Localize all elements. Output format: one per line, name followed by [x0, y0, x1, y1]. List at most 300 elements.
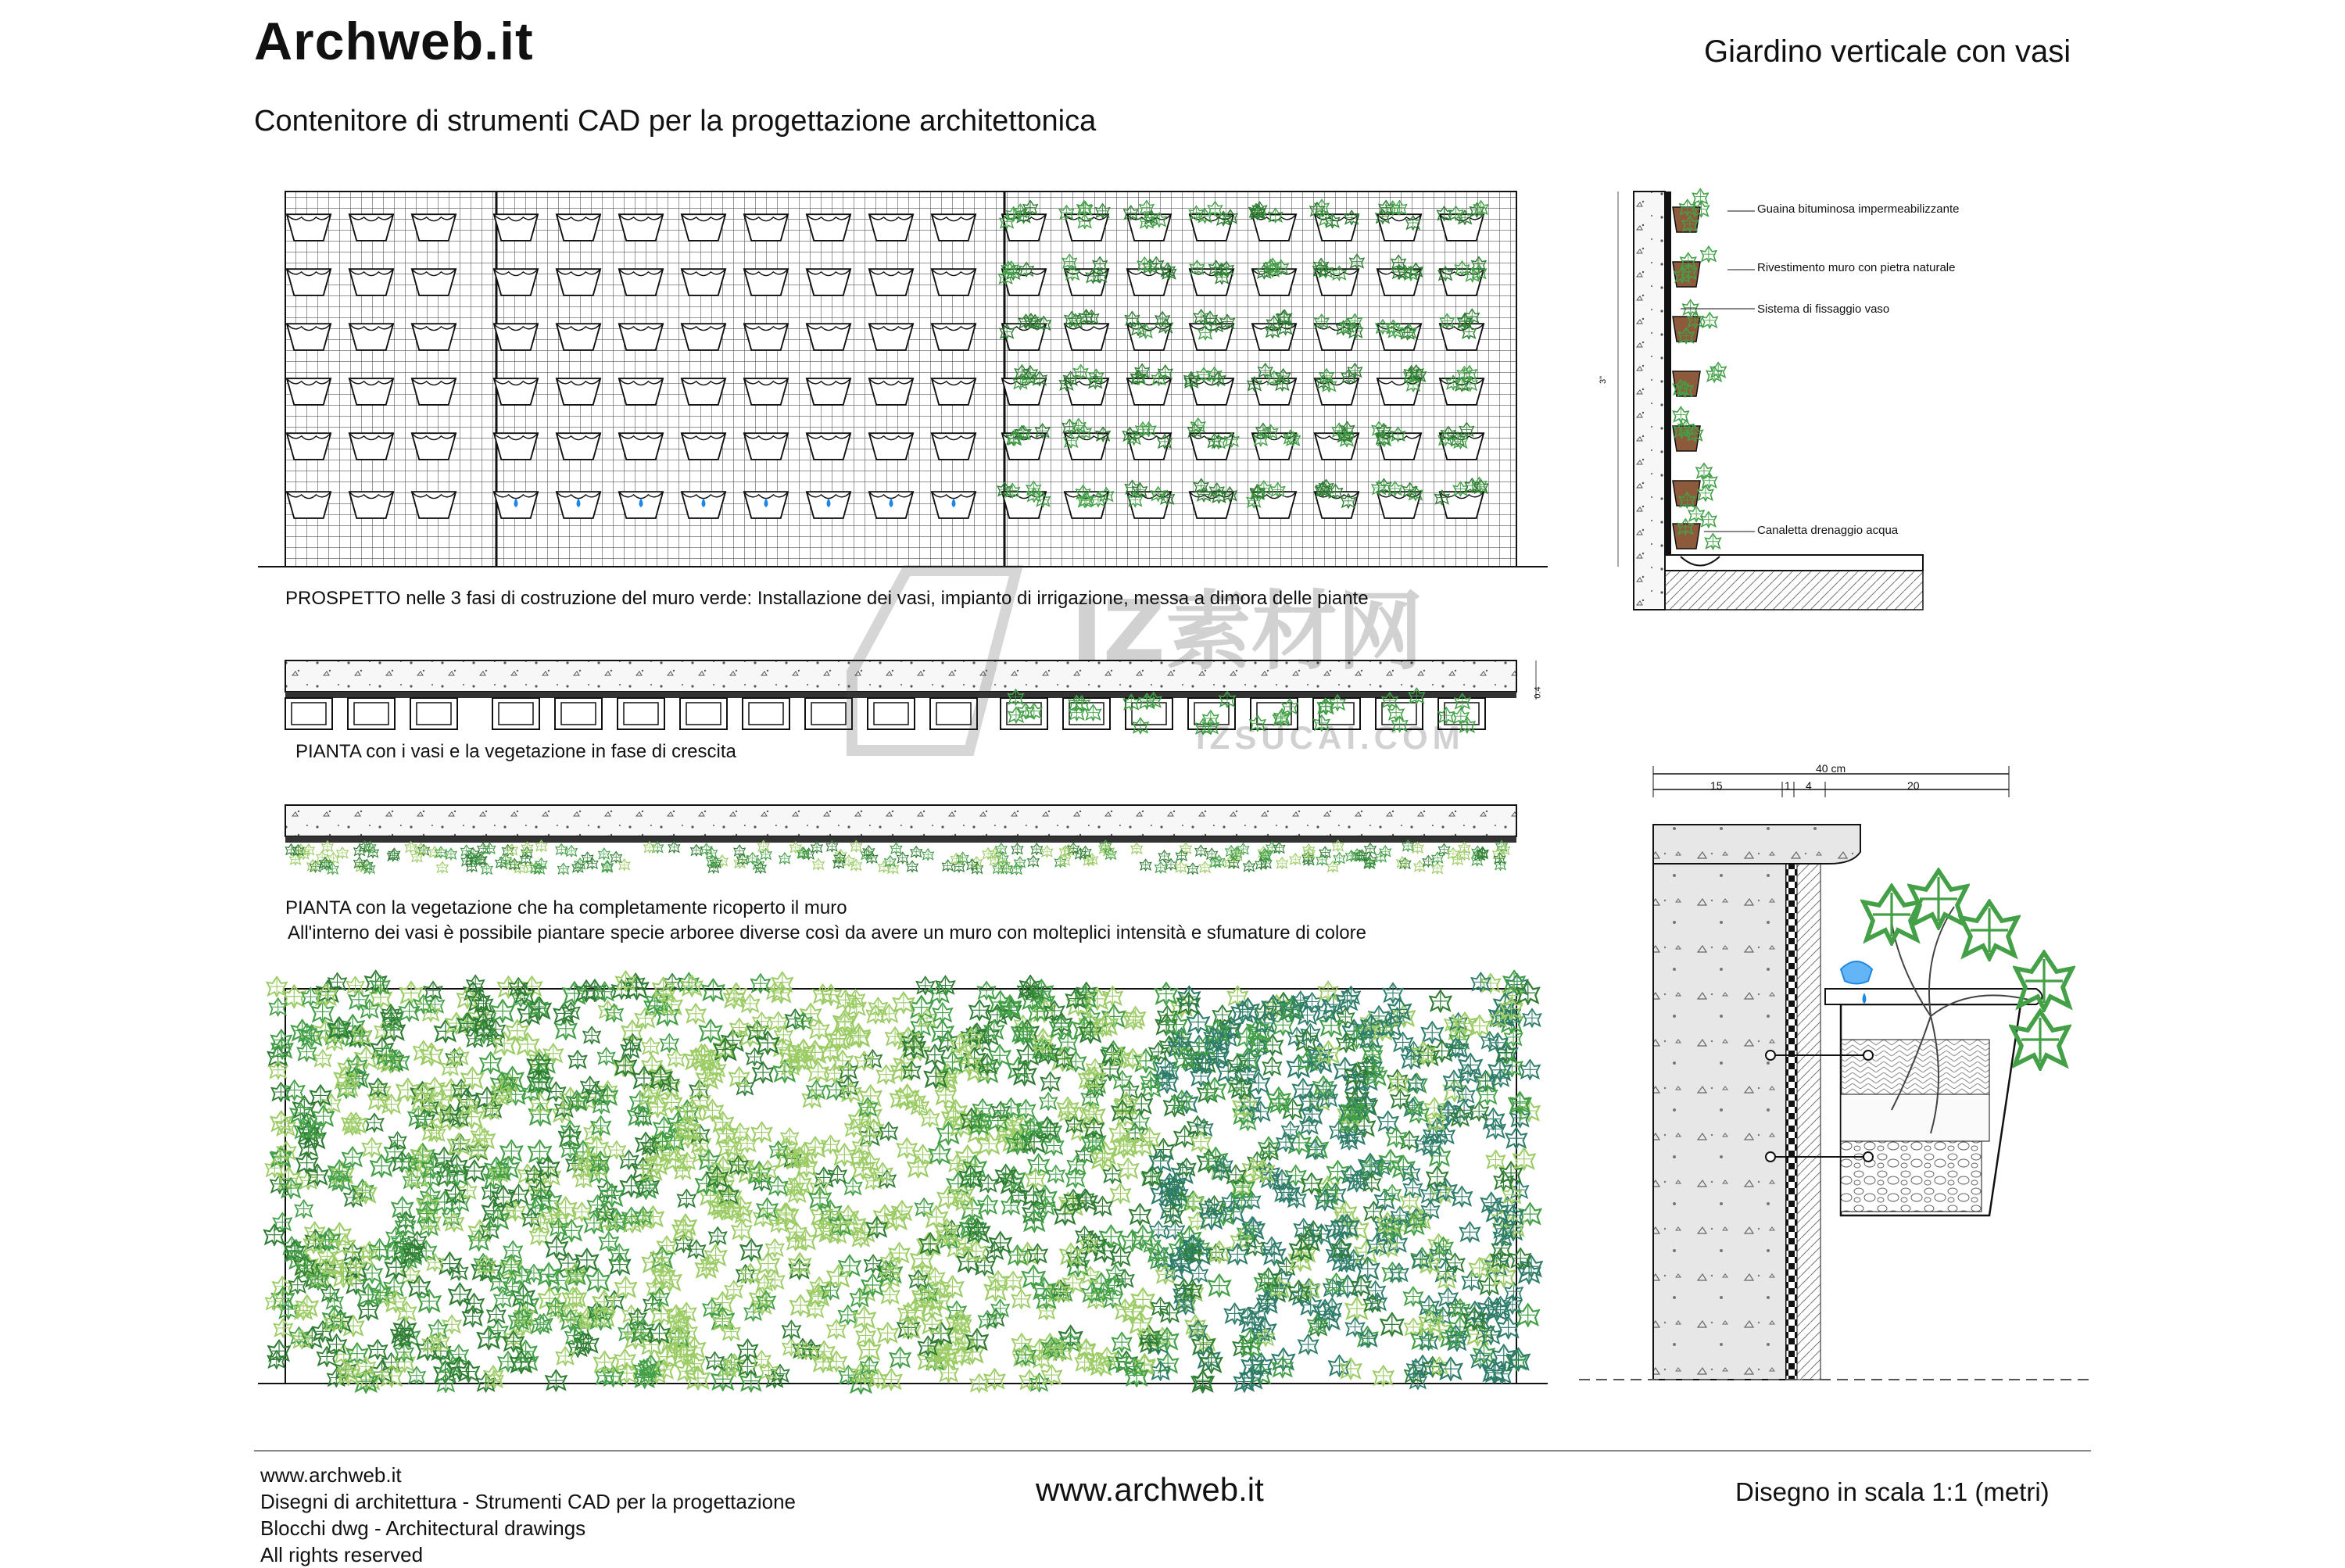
- wall-section: [1618, 189, 1923, 610]
- elevation-pot: [682, 214, 725, 241]
- elevation-pot: [619, 214, 663, 241]
- elevation-pot: [349, 324, 393, 350]
- elevation-pot: [412, 214, 456, 241]
- ivy-leaf: [890, 843, 901, 854]
- section-height-label: 3": [1599, 375, 1609, 385]
- ivy-leaf: [521, 853, 532, 864]
- ivy-leaf: [586, 857, 597, 868]
- ivy-leaf: [1002, 1196, 1021, 1215]
- ivy-leaf: [338, 1076, 359, 1097]
- ivy-leaf: [1422, 1022, 1443, 1043]
- ivy-leaf: [827, 1320, 846, 1339]
- elevation-pot: [557, 324, 600, 350]
- ivy-leaf: [854, 1307, 875, 1329]
- ivy-leaf: [347, 977, 364, 994]
- elevation-pot: [494, 378, 538, 405]
- ivy-leaf: [987, 1309, 1004, 1326]
- ivy-leaf: [384, 1019, 405, 1040]
- elevation-pot: [287, 492, 331, 518]
- ivy-leaf: [357, 1284, 379, 1306]
- label-waterproofing: Guaina bituminosa impermeabilizzante: [1757, 202, 1960, 216]
- ivy-leaf: [1523, 1009, 1541, 1027]
- ivy-leaf: [460, 1105, 483, 1128]
- ivy-leaf: [610, 851, 621, 862]
- ivy-leaf: [1488, 1033, 1507, 1052]
- ivy-leaf: [1116, 1270, 1133, 1287]
- footer-rights: All rights reserved: [260, 1543, 424, 1566]
- ivy-leaf: [929, 1144, 950, 1164]
- elevation-pot: [807, 378, 850, 405]
- ivy-leaf: [599, 848, 610, 859]
- elevation-pot: [869, 269, 913, 295]
- label-drain-channel: Canaletta drenaggio acqua: [1757, 524, 1899, 537]
- ivy-leaf: [397, 1302, 416, 1321]
- ivy-leaf: [966, 859, 977, 870]
- ivy-leaf: [388, 848, 399, 859]
- ivy-leaf: [668, 842, 679, 853]
- ivy-leaf: [1123, 1049, 1143, 1069]
- elevation-pot: [619, 324, 663, 350]
- ivy-leaf: [879, 861, 890, 872]
- label-stone-cladding: Rivestimento muro con pietra naturale: [1757, 261, 1956, 274]
- ivy-leaf: [594, 1351, 615, 1373]
- ivy-leaf: [881, 1286, 900, 1305]
- ivy-leaf: [1486, 1119, 1505, 1139]
- ivy-leaf: [1041, 1072, 1060, 1091]
- footer-site[interactable]: www.archweb.it: [260, 1463, 402, 1487]
- ivy-leaf: [418, 844, 429, 855]
- elevation-pot: [287, 433, 331, 460]
- ivy-leaf: [803, 1089, 822, 1108]
- ivy-leaf: [1471, 1350, 1489, 1368]
- elevation-pot: [932, 324, 976, 350]
- ivy-leaf: [1028, 856, 1039, 867]
- ivy-leaf: [755, 862, 766, 873]
- ivy-leaf: [500, 854, 511, 865]
- ivy-leaf: [291, 1103, 310, 1122]
- ivy-leaf: [838, 1206, 858, 1226]
- elevation-pot: [682, 269, 725, 295]
- ivy-leaf: [575, 858, 585, 869]
- ivy-leaf: [1688, 507, 1704, 522]
- ivy-leaf: [583, 1027, 600, 1044]
- ivy-leaf: [1495, 859, 1505, 870]
- pot-detail-section: [1579, 766, 2095, 1380]
- ivy-leaf: [1432, 863, 1443, 874]
- ivy-leaf: [1710, 363, 1726, 378]
- ivy-leaf: [1430, 990, 1451, 1011]
- elevation-pot: [619, 378, 663, 405]
- ivy-leaf: [779, 853, 790, 864]
- ivy-leaf: [1151, 1362, 1170, 1380]
- plan-full-caption-2: All'interno dei vasi è possibile piantare specie arboree diverse così da avere un muro con molteplici intensità e sfumature di colore: [288, 922, 1366, 943]
- ivy-leaf: [268, 1341, 289, 1362]
- ivy-leaf: [978, 982, 995, 999]
- ivy-leaf: [1474, 850, 1485, 861]
- ivy-leaf: [1135, 1050, 1158, 1072]
- ivy-leaf: [850, 1289, 868, 1307]
- ivy-leaf: [890, 1348, 911, 1368]
- elevation-pot: [744, 214, 788, 241]
- ivy-leaf: [1232, 1001, 1254, 1023]
- elevation-pot: [932, 269, 976, 295]
- ivy-leaf: [869, 998, 887, 1016]
- elevation-pot: [869, 433, 913, 460]
- ivy-leaf: [1105, 848, 1116, 859]
- ivy-leaf: [1011, 864, 1022, 875]
- ivy-leaf: [790, 842, 801, 853]
- elevation-pot: [494, 433, 538, 460]
- footer-divider: [254, 1450, 2091, 1452]
- ivy-leaf: [1012, 1290, 1031, 1308]
- ivy-leaf: [732, 1220, 752, 1240]
- ivy-leaf: [1460, 1223, 1480, 1242]
- ivy-leaf: [615, 1277, 636, 1298]
- ivy-leaf: [443, 1316, 461, 1334]
- ivy-leaf: [1205, 1043, 1227, 1065]
- ivy-leaf: [861, 1357, 878, 1374]
- ivy-leaf: [1013, 1062, 1036, 1085]
- ivy-leaf: [985, 1279, 1007, 1301]
- ivy-leaf: [1015, 857, 1026, 868]
- watermark-url: IZSUCAI.COM: [1196, 719, 1465, 756]
- ivy-leaf: [1041, 846, 1052, 857]
- drawing-title: Giardino verticale con vasi: [1704, 34, 2071, 69]
- ivy-leaf: [1702, 313, 1717, 328]
- ivy-leaf: [1020, 1370, 1040, 1390]
- ivy-leaf: [366, 1114, 384, 1132]
- ivy-leaf: [360, 1000, 378, 1018]
- elevation-pot: [932, 214, 976, 241]
- elevation-pot: [1440, 324, 1484, 350]
- elevation-pot: [412, 492, 456, 518]
- ivy-leaf: [546, 1370, 566, 1391]
- ivy-leaf: [314, 1050, 331, 1067]
- ivy-leaf: [600, 1232, 618, 1251]
- ivy-leaf: [274, 1319, 292, 1337]
- elevation-pot: [557, 214, 600, 241]
- ivy-leaf: [622, 1021, 643, 1041]
- ivy-leaf: [1327, 861, 1338, 872]
- section-pot: [1673, 524, 1700, 549]
- ivy-leaf: [869, 1369, 887, 1387]
- ivy-leaf: [643, 1206, 663, 1226]
- ivy-leaf: [471, 1126, 489, 1144]
- plan-full-drawing: [285, 805, 1516, 875]
- elevation-pot: [744, 269, 788, 295]
- ivy-leaf: [601, 1184, 624, 1207]
- elevation-pot: [557, 378, 600, 405]
- ivy-leaf: [1246, 1237, 1264, 1255]
- ivy-leaf: [1177, 1158, 1195, 1176]
- ivy-leaf: [922, 1315, 942, 1334]
- elevation-pot: [744, 433, 788, 460]
- ivy-leaf: [782, 1321, 800, 1339]
- ivy-leaf: [492, 1186, 514, 1208]
- elevation-pot: [807, 214, 850, 241]
- ivy-leaf: [1393, 1033, 1412, 1052]
- ivy-leaf: [535, 1314, 553, 1331]
- dim-total: 40 cm: [1816, 762, 1846, 775]
- ivy-leaf: [450, 1262, 467, 1280]
- ivy-leaf: [961, 1341, 984, 1363]
- elevation-pot: [349, 214, 393, 241]
- ivy-leaf: [1244, 861, 1255, 872]
- ivy-leaf: [807, 1081, 825, 1100]
- ivy-leaf: [598, 1048, 615, 1065]
- ivy-leaf: [521, 842, 532, 853]
- ivy-leaf: [1118, 1158, 1138, 1179]
- ivy-leaf: [1303, 844, 1314, 855]
- ivy-leaf: [1140, 859, 1151, 870]
- elevation-pot: [349, 492, 393, 518]
- ivy-leaf: [1438, 843, 1449, 854]
- ivy-leaf: [615, 1349, 635, 1369]
- label-pot-fixing: Sistema di fissaggio vaso: [1757, 303, 1890, 316]
- ivy-leaf: [1439, 1288, 1458, 1307]
- ivy-leaf: [1237, 1028, 1256, 1047]
- ivy-leaf: [310, 861, 320, 872]
- ivy-leaf: [675, 1162, 692, 1180]
- ivy-leaf: [918, 1009, 936, 1027]
- ivy-leaf: [566, 846, 577, 857]
- ivy-leaf: [1391, 1090, 1409, 1108]
- elevation-pot: [412, 324, 456, 350]
- ivy-leaf: [392, 1197, 412, 1217]
- elevation-pot: [744, 324, 788, 350]
- elevation-pot: [1065, 324, 1108, 350]
- ivy-leaf: [499, 1351, 518, 1371]
- elevation-pot: [1002, 214, 1046, 241]
- elevation-pot: [1377, 378, 1421, 405]
- ivy-leaf: [1326, 1273, 1346, 1293]
- ivy-leaf: [371, 976, 390, 994]
- ivy-leaf: [482, 863, 492, 874]
- ivy-leaf: [1910, 871, 1967, 927]
- ivy-leaf: [1319, 847, 1330, 857]
- ivy-leaf: [460, 845, 471, 856]
- ivy-leaf: [1380, 1313, 1403, 1336]
- ivy-leaf: [2012, 1011, 2068, 1068]
- ivy-leaf: [897, 1138, 917, 1158]
- elevation-pot: [349, 269, 393, 295]
- ivy-leaf: [1199, 861, 1210, 872]
- ivy-leaf: [1208, 1241, 1230, 1263]
- dim-4: 4: [1806, 779, 1812, 792]
- elevation-pot: [869, 378, 913, 405]
- ivy-leaf: [344, 1188, 362, 1206]
- ivy-leaf: [1506, 1128, 1527, 1148]
- ivy-leaf: [1692, 189, 1708, 205]
- ivy-leaf: [1380, 1150, 1402, 1172]
- ivy-leaf: [528, 1140, 550, 1162]
- ivy-leaf: [700, 1020, 721, 1042]
- ivy-leaf: [1290, 854, 1301, 865]
- ivy-leaf: [1432, 852, 1443, 863]
- ivy-leaf: [886, 1027, 904, 1046]
- ivy-leaf: [422, 1004, 439, 1022]
- elevation-pot: [619, 433, 663, 460]
- ivy-leaf: [445, 1212, 464, 1231]
- ivy-leaf: [464, 1161, 485, 1182]
- elevation-pot: [1127, 324, 1171, 350]
- ivy-leaf: [729, 1067, 749, 1087]
- ivy-leaf: [844, 1178, 861, 1195]
- ivy-leaf: [458, 1361, 478, 1381]
- elevation-pot: [1440, 269, 1484, 295]
- ivy-leaf: [1175, 861, 1186, 872]
- ivy-leaf: [907, 861, 918, 872]
- ivy-leaf: [363, 1138, 381, 1157]
- ivy-leaf: [828, 1265, 850, 1287]
- ivy-leaf: [1364, 1202, 1383, 1221]
- elevation-pot: [869, 214, 913, 241]
- ivy-leaf: [880, 1268, 900, 1287]
- ivy-leaf: [1434, 1237, 1453, 1256]
- ivy-leaf: [1487, 1151, 1505, 1169]
- ivy-leaf: [1112, 1333, 1131, 1351]
- ivy-leaf: [1404, 1179, 1422, 1197]
- brand-logo: Archweb.it: [254, 12, 534, 71]
- ivy-leaf: [753, 1295, 772, 1314]
- ivy-leaf: [1440, 1358, 1462, 1380]
- ivy-leaf: [1015, 1344, 1036, 1365]
- ivy-leaf: [326, 1292, 343, 1309]
- ivy-leaf: [449, 1283, 471, 1305]
- ivy-leaf: [1520, 1060, 1540, 1079]
- ivy-leaf: [768, 1176, 787, 1195]
- ivy-leaf: [453, 1079, 471, 1097]
- ivy-leaf: [1029, 1155, 1049, 1175]
- ivy-leaf: [1511, 1093, 1529, 1111]
- ivy-leaf: [1194, 1371, 1212, 1389]
- ivy-leaf: [677, 1303, 696, 1322]
- ivy-leaf: [1155, 862, 1166, 873]
- ivy-leaf: [405, 842, 416, 853]
- ivy-leaf: [295, 1200, 313, 1217]
- elevation-pot: [807, 324, 850, 350]
- ivy-leaf: [1026, 1169, 1044, 1187]
- watermark-brand: IZ素材网: [1071, 582, 1423, 682]
- ivy-leaf: [270, 998, 287, 1015]
- ivy-leaf: [929, 983, 949, 1003]
- elevation-pot: [494, 214, 538, 241]
- ivy-leaf: [448, 1133, 469, 1155]
- ivy-leaf: [996, 843, 1007, 854]
- elevation-pot: [557, 269, 600, 295]
- elevation-caption: PROSPETTO nelle 3 fasi di costruzione del muro verde: Installazione dei vasi, impianto di irrigazione, messa a dimora delle piante: [285, 588, 1369, 609]
- ivy-leaf: [922, 849, 933, 860]
- ivy-leaf: [753, 1012, 770, 1029]
- ivy-leaf: [501, 1140, 522, 1162]
- ivy-leaf: [1042, 1366, 1062, 1385]
- ivy-leaf: [678, 1190, 696, 1208]
- ivy-leaf: [706, 1352, 723, 1369]
- ivy-leaf: [948, 1155, 965, 1172]
- ivy-leaf: [832, 1051, 853, 1071]
- ivy-leaf: [1130, 1113, 1148, 1131]
- elevation-pot: [557, 433, 600, 460]
- ivy-leaf: [992, 1300, 1009, 1317]
- ivy-leaf: [591, 1116, 610, 1135]
- ivy-leaf: [1011, 843, 1022, 854]
- ivy-leaf: [437, 861, 448, 872]
- elevation-pot: [287, 378, 331, 405]
- ivy-leaf: [909, 1270, 927, 1288]
- ivy-leaf: [1204, 1078, 1226, 1100]
- ivy-leaf: [1863, 886, 1920, 943]
- elevation-pot: [349, 433, 393, 460]
- elevation-pot: [494, 324, 538, 350]
- ivy-leaf: [933, 1003, 952, 1022]
- plan-growth-caption: PIANTA con i vasi e la vegetazione in fase di crescita: [295, 741, 736, 762]
- elevation-pot: [412, 269, 456, 295]
- ivy-leaf: [1040, 1093, 1057, 1110]
- ivy-leaf: [1300, 1116, 1318, 1134]
- ivy-leaf: [1698, 485, 1713, 501]
- green-wall-elevation: [258, 971, 1548, 1394]
- ivy-leaf: [978, 1133, 1000, 1155]
- ivy-leaf: [1130, 1204, 1151, 1225]
- ivy-leaf: [480, 1052, 500, 1072]
- ivy-leaf: [795, 1013, 812, 1030]
- elevation-pot: [349, 378, 393, 405]
- ivy-leaf: [561, 1220, 582, 1241]
- elevation-pot: [287, 269, 331, 295]
- elevation-pot: [932, 378, 976, 405]
- elevation-pot: [412, 378, 456, 405]
- ivy-leaf: [556, 843, 567, 854]
- elevation-pot: [1252, 269, 1296, 295]
- elevation-pot: [1440, 492, 1484, 518]
- ivy-leaf: [1459, 1054, 1482, 1076]
- ivy-leaf: [369, 1079, 387, 1097]
- ivy-leaf: [757, 1198, 778, 1219]
- ivy-leaf: [1701, 246, 1717, 262]
- elevation-pot: [287, 324, 331, 350]
- elevation-pot: [412, 433, 456, 460]
- footer-desc: Disegni di architettura - Strumenti CAD per la progettazione: [260, 1490, 796, 1513]
- ivy-leaf: [1031, 843, 1042, 854]
- ivy-leaf: [1195, 845, 1206, 856]
- ivy-leaf: [741, 1240, 762, 1261]
- elevation-pot: [807, 433, 850, 460]
- footer-url[interactable]: www.archweb.it: [1036, 1471, 1264, 1508]
- ivy-leaf: [644, 842, 655, 853]
- ivy-leaf: [1373, 1366, 1393, 1385]
- elevation-pot: [932, 433, 976, 460]
- ivy-leaf: [668, 1050, 685, 1067]
- ivy-leaf: [575, 1170, 593, 1187]
- elevation-pot: [287, 214, 331, 241]
- ivy-leaf: [1435, 1180, 1456, 1201]
- ivy-leaf: [1517, 1304, 1539, 1326]
- ivy-leaf: [813, 858, 824, 869]
- ivy-leaf: [911, 1097, 929, 1115]
- elevation-drawing: [258, 192, 1548, 567]
- ivy-leaf: [264, 1225, 285, 1245]
- ivy-leaf: [368, 1340, 387, 1359]
- ivy-leaf: [1113, 1071, 1131, 1089]
- ivy-leaf: [1047, 1165, 1065, 1183]
- ivy-leaf: [1131, 843, 1142, 854]
- ivy-leaf: [1380, 846, 1391, 857]
- ivy-leaf: [446, 848, 456, 859]
- ivy-leaf: [1448, 848, 1459, 859]
- ivy-leaf: [1187, 863, 1198, 874]
- ivy-leaf: [289, 1276, 306, 1294]
- ivy-leaf: [538, 1263, 560, 1285]
